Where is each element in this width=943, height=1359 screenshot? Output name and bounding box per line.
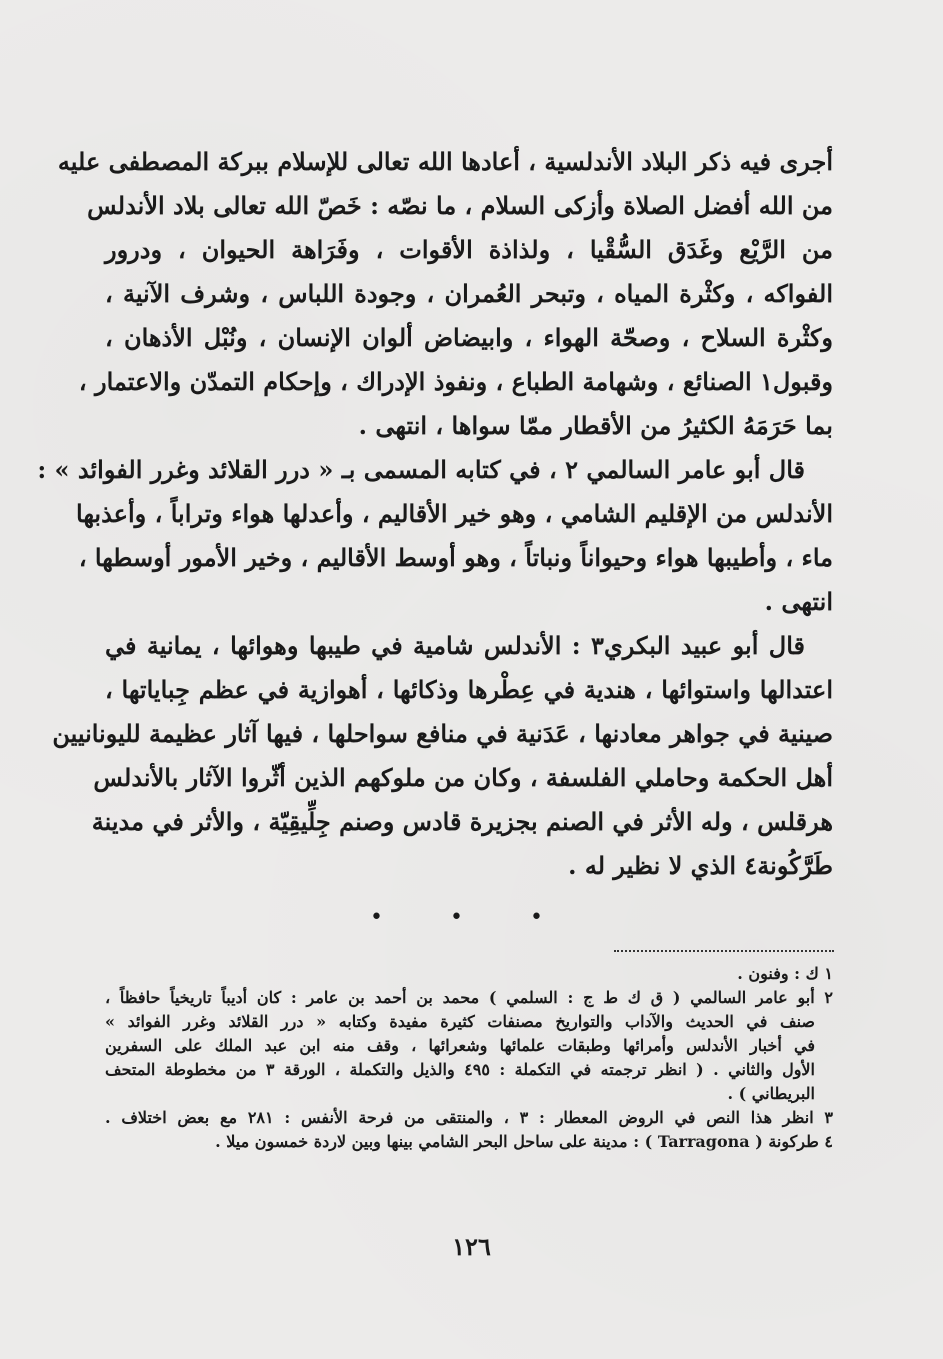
section-separator: • • •: [370, 905, 573, 930]
text-line: هرقلس ، وله الأثر في الصنم بجزيرة قادس وصنم جِلِّيقِيّة ، والأثر في مدينة: [91, 807, 833, 836]
footnote-line: البريطاني ) .: [727, 1084, 815, 1103]
text-line: قال أبو عامر السالمي ٢ ، في كتابه المسمى بـ « درر القلائد وغرر الفوائد » :: [37, 455, 805, 484]
footnote-line: ١ ك : وفنون .: [737, 964, 833, 983]
footnote-line: في أخبار الأندلس وأمرائها وطبقات علمائها وشعرائها ، وقف منه ابن عبد الملك على السفرين: [105, 1036, 815, 1055]
footnote-line: الأول والثاني . ( انظر ترجمته في التكملة : ٤٩٥ والذيل والتكملة ، الورقة ٣ من مخطوطة المتحف: [105, 1060, 815, 1079]
footnote-line: ٢ أبو عامر السالمي ( ق ك ط ج : السلمي ) محمد بن أحمد بن عامر : كان أديباً تاريخياً حافظاً ،: [105, 988, 833, 1007]
text-line: قال أبو عبيد البكري٣ : الأندلس شامية في طيبها وهوائها ، يمانية في: [105, 631, 805, 660]
text-line: طَرَّكُونة٤ الذي لا نظير له .: [568, 851, 833, 880]
main-text: [37, 140, 833, 888]
text-line: أجرى فيه ذكر البلاد الأندلسية ، أعادها الله تعالى للإسلام ببركة المصطفى عليه: [57, 147, 833, 176]
page-number: ١٢٦: [452, 1232, 491, 1261]
footnote-line: ٤ طركونة ( Tarragona ) : مدينة على ساحل البحر الشامي بينها وبين لاردة خمسون ميلا .: [215, 1132, 833, 1151]
footnotes: [105, 962, 833, 1154]
text-line: وكثْرة السلاح ، وصحّة الهواء ، وابيضاض ألوان الإنسان ، ونُبْل الأذهان ،: [105, 323, 833, 352]
text-line: أهل الحكمة وحاملي الفلسفة ، وكان من ملوكهم الذين أثّروا الآثار بالأندلس: [93, 763, 833, 792]
text-line: من الرَّيْع وغَدَق السُّقْيا ، ولذاذة الأقوات ، وفَرَاهة الحيوان ، ودرور: [105, 235, 833, 264]
text-line: اعتدالها واستوائها ، هندية في عِطْرها وذكائها ، أهوازية في عظم جِباياتها ،: [105, 675, 833, 704]
text-line: الفواكه ، وكثْرة المياه ، وتبحر العُمران ، وجودة اللباس ، وشرف الآنية ،: [105, 279, 833, 308]
text-line: وقبول١ الصنائع ، وشهامة الطباع ، ونفوذ الإدراك ، وإحكام التمدّن والاعتمار ،: [78, 367, 833, 396]
footnote-rule: [614, 950, 834, 952]
text-line: من الله أفضل الصلاة وأزكى السلام ، ما نصّه : خَصّ الله تعالى بلاد الأندلس: [87, 191, 833, 220]
text-line: ماء ، وأطيبها هواء وحيواناً ونباتاً ، وهو أوسط الأقاليم ، وخير الأمور أوسطها ،: [78, 543, 833, 572]
text-line: انتهى .: [764, 587, 833, 616]
text-line: بما حَرَمَهُ الكثيرُ من الأقطار ممّا سواها ، انتهى .: [358, 411, 833, 440]
footnote-line: صنف في الحديث والآداب والتواريخ مصنفات كثيرة مفيدة وكتابه « درر القلائد وغرر الفوائد »: [105, 1012, 815, 1031]
footnote-line: ٣ انظر هذا النص في الروض المعطار : ٣ ، والمنتقى من فرحة الأنفس : ٢٨١ مع بعض اختلاف .: [105, 1108, 834, 1127]
text-line: الأندلس من الإقليم الشامي ، وهو خير الأقاليم ، وأعدلها هواء وتراباً ، وأعذبها: [76, 499, 833, 528]
text-line: صينية في جواهر معادنها ، عَدَنية في منافع سواحلها ، فيها آثار عظيمة لليونانيين: [52, 719, 833, 748]
